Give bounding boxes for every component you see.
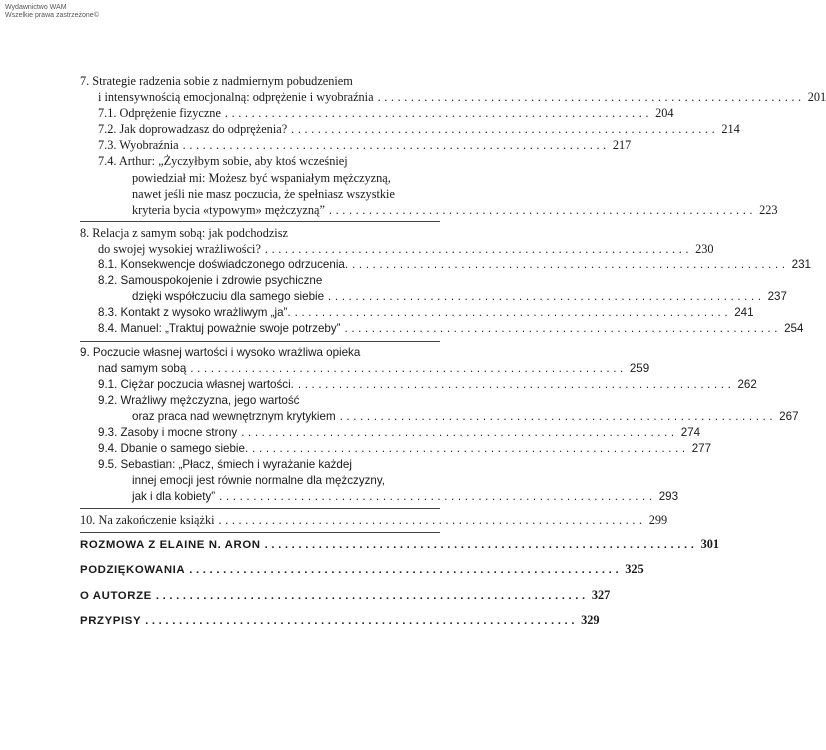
toc-chapter-9-title-line1: 9. Poczucie własnej wartości i wysoko wrażliwa opieka bbox=[80, 345, 361, 359]
toc-chapter-8-title-line1: 8. Relacja z samym sobą: jak podchodzisz bbox=[80, 225, 288, 240]
dot-leader: ................................................................ bbox=[241, 425, 678, 439]
section-title: 8.3. Kontakt z wysoko wrażliwym „ja”. bbox=[98, 306, 291, 320]
section-title: 9.1. Ciężar poczucia własnej wartości. bbox=[98, 377, 294, 391]
dot-leader: ................................................................ bbox=[189, 564, 623, 577]
section-title: 7.3. Wyobraźnia bbox=[98, 138, 179, 153]
back-matter-title: PRZYPISY bbox=[80, 615, 142, 628]
page-number: 329 bbox=[581, 613, 600, 628]
section-title-line2: dzięki współczuciu dla samego siebie bbox=[132, 290, 325, 304]
page-number: 217 bbox=[612, 138, 632, 153]
page-number: 241 bbox=[734, 306, 754, 320]
toc-section-8-4 bbox=[80, 321, 804, 337]
dot-leader: ................................................................ bbox=[297, 377, 735, 391]
toc-back-interview bbox=[80, 536, 720, 553]
section-title-line2: oraz praca nad wewnętrznym krytykiem bbox=[132, 409, 336, 423]
dot-leader: ................................................................ bbox=[218, 513, 646, 528]
page-number: 301 bbox=[700, 536, 720, 551]
dot-leader: ................................................................ bbox=[377, 90, 805, 105]
page-number: 325 bbox=[625, 562, 644, 577]
table-of-contents bbox=[80, 73, 826, 629]
divider bbox=[80, 221, 440, 222]
section-title: 7.2. Jak doprowadzasz do odprężenia? bbox=[98, 122, 288, 137]
back-matter-title: ROZMOWA Z ELAINE N. ARON bbox=[80, 538, 261, 551]
page-number: 237 bbox=[767, 290, 787, 304]
toc-chapter-7-title-line2: i intensywnością emocjonalną: odprężenie i wyobraźnia bbox=[98, 90, 374, 105]
page-number: 223 bbox=[759, 202, 778, 217]
page-number: 201 bbox=[807, 90, 826, 105]
page-number: 254 bbox=[784, 322, 804, 336]
divider bbox=[80, 341, 440, 342]
section-title-line4: kryteria bycia «typowym» mężczyzną” bbox=[132, 202, 325, 217]
toc-back-acknowledgements bbox=[80, 561, 644, 578]
section-title: 8.4. Manuel: „Traktuj poważnie swoje potrzeby” bbox=[98, 322, 341, 336]
chapter-title: 10. Na zakończenie książki bbox=[80, 513, 215, 528]
toc-section-9-5-line1: 9.5. Sebastian: „Płacz, śmiech i wyrażanie każdej bbox=[98, 458, 352, 472]
page-number: 299 bbox=[648, 513, 668, 528]
toc-section-9-2-line1: 9.2. Wrażliwy mężczyzna, jego wartość bbox=[98, 393, 300, 407]
page-number: 230 bbox=[695, 241, 714, 256]
toc-section-7-4-line1: 7.4. Arthur: „Życzyłbym sobie, aby ktoś wcześniej bbox=[98, 154, 348, 169]
toc-section-9-1 bbox=[80, 377, 757, 393]
toc-section-9-3 bbox=[80, 425, 701, 441]
dot-leader: ................................................................ bbox=[252, 442, 689, 456]
toc-section-9-4 bbox=[80, 441, 712, 457]
section-title: 7.1. Odprężenie fizyczne bbox=[98, 106, 221, 121]
divider bbox=[80, 508, 440, 509]
dot-leader: ................................................................ bbox=[264, 241, 693, 256]
page-number: 274 bbox=[680, 425, 701, 439]
dot-leader: ................................................................ bbox=[264, 538, 698, 551]
dot-leader: ................................................................ bbox=[328, 202, 757, 217]
dot-leader: ................................................................ bbox=[190, 361, 627, 375]
toc-section-8-2-line1: 8.2. Samouspokojenie i zdrowie psychiczne bbox=[98, 274, 323, 288]
page-number: 231 bbox=[791, 258, 811, 272]
publisher-rights: Wszelkie prawa zastrzeżone© bbox=[5, 12, 99, 19]
dot-leader: ................................................................ bbox=[344, 322, 782, 336]
dot-leader: ................................................................ bbox=[145, 615, 579, 628]
dot-leader: ................................................................ bbox=[224, 106, 653, 121]
dot-leader: ................................................................ bbox=[182, 138, 610, 153]
page-number: 267 bbox=[779, 409, 799, 423]
dot-leader: ................................................................ bbox=[291, 122, 719, 137]
page-number: 327 bbox=[591, 587, 611, 602]
toc-chapter-8-title-line2: do swojej wysokiej wrażliwości? bbox=[98, 241, 261, 256]
toc-section-7-4-line3: nawet jeśli nie masz poczucia, że spełniasz wszystkie bbox=[132, 186, 395, 201]
publisher-name: Wydawnictwo WAM bbox=[5, 4, 67, 11]
toc-section-8-3 bbox=[80, 305, 754, 321]
toc-back-footnotes bbox=[80, 612, 600, 629]
section-title: 9.3. Zasoby i mocne strony bbox=[98, 425, 238, 439]
toc-chapter-7-title-line1: 7. Strategie radzenia sobie z nadmiernym pobudzeniem bbox=[80, 74, 353, 88]
section-title: 8.1. Konsekwencje doświadczonego odrzucenia. bbox=[98, 258, 349, 272]
toc-section-7-3 bbox=[80, 137, 632, 153]
page-number: 259 bbox=[629, 361, 650, 375]
toc-chapter-10 bbox=[80, 512, 668, 528]
page-number: 262 bbox=[737, 377, 757, 391]
toc-section-7-4-line2: powiedział mi: Możesz być wspaniałym mężczyzną, bbox=[132, 170, 391, 185]
toc-section-8-1 bbox=[80, 257, 811, 273]
section-title-line3: jak i dla kobiety” bbox=[132, 490, 216, 504]
dot-leader: ................................................................ bbox=[328, 290, 765, 304]
dot-leader: ................................................................ bbox=[352, 258, 789, 272]
page-number: 214 bbox=[721, 122, 740, 137]
toc-back-author bbox=[80, 587, 611, 604]
page-number: 204 bbox=[655, 106, 674, 121]
page-number: 293 bbox=[658, 490, 679, 504]
toc-chapter-9-title-line2: nad samym sobą bbox=[98, 361, 187, 375]
divider bbox=[80, 532, 440, 533]
dot-leader: ................................................................ bbox=[294, 306, 732, 320]
toc-chapter-8 bbox=[80, 241, 714, 257]
toc-section-7-2 bbox=[80, 121, 740, 137]
toc-section-9-2 bbox=[80, 409, 799, 425]
dot-leader: ................................................................ bbox=[339, 409, 777, 423]
toc-chapter-7 bbox=[80, 89, 826, 105]
section-title: 9.4. Dbanie o samego siebie. bbox=[98, 442, 249, 456]
toc-chapter-9 bbox=[80, 361, 650, 377]
dot-leader: ................................................................ bbox=[219, 490, 656, 504]
page-number: 277 bbox=[691, 442, 712, 456]
toc-section-8-2 bbox=[80, 289, 787, 305]
toc-section-7-4 bbox=[80, 202, 778, 218]
toc-section-7-1 bbox=[80, 105, 674, 121]
publisher-note bbox=[5, 4, 99, 20]
dot-leader: ................................................................ bbox=[155, 589, 589, 602]
toc-section-9-5-line2: innej emocji jest równie normalne dla mężczyzny, bbox=[132, 474, 386, 488]
toc-section-9-5 bbox=[80, 489, 679, 505]
back-matter-title: O AUTORZE bbox=[80, 589, 152, 602]
back-matter-title: PODZIĘKOWANIA bbox=[80, 564, 186, 577]
